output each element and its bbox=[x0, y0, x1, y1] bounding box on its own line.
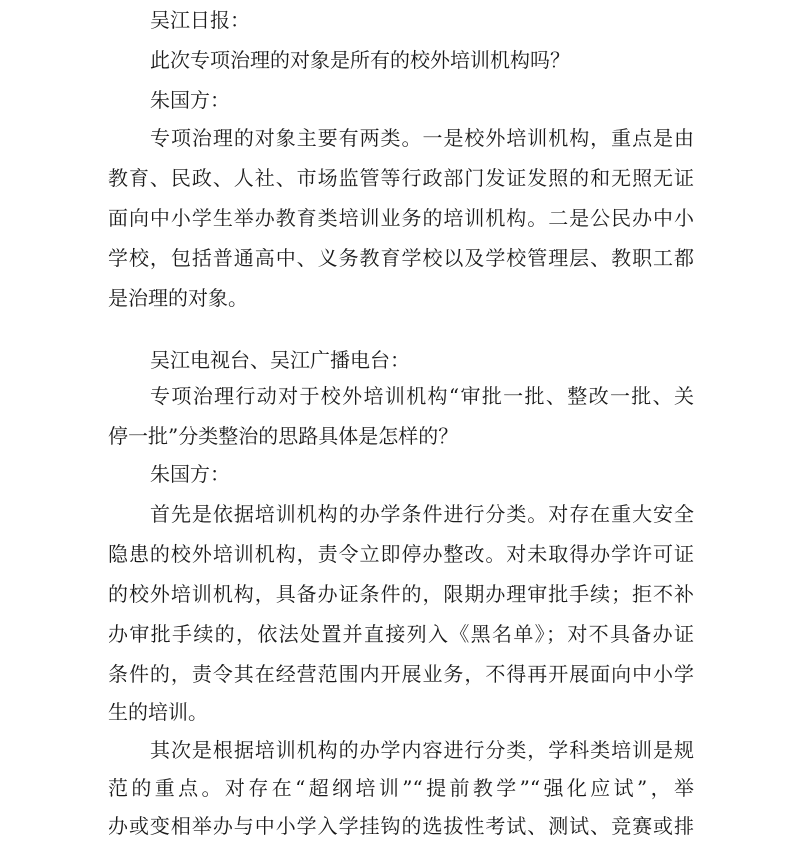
answer-2-para1-line: 的校外培训机构，具备办证条件的，限期办理审批手续；拒不补 bbox=[108, 582, 694, 606]
question-2-line: 停一批”分类整治的思路具体是怎样的？ bbox=[108, 424, 459, 448]
answer-2-para2-line: 办或变相举办与中小学入学挂钩的选拔性考试、测试、竞赛或排 bbox=[108, 814, 694, 838]
answer-1-line: 面向中小学生举办教育类培训业务的培训机构。二是公民办中小 bbox=[108, 206, 694, 230]
answer-2-para1-line: 办审批手续的，依法处置并直接列入《黑名单》；对不具备办证 bbox=[108, 622, 694, 646]
answer-2-para1-line: 条件的，责令其在经营范围内开展业务，不得再开展面向中小学 bbox=[108, 662, 694, 686]
answerer-label-2: 朱国方： bbox=[150, 462, 230, 486]
answerer-label-1: 朱国方： bbox=[150, 88, 230, 112]
question-1: 此次专项治理的对象是所有的校外培训机构吗？ bbox=[150, 48, 570, 72]
answer-1-line: 学校，包括普通高中、义务教育学校以及学校管理层、教职工都 bbox=[108, 246, 694, 270]
answer-1-line: 教育、民政、人社、市场监管等行政部门发证发照的和无照无证 bbox=[108, 166, 694, 190]
answer-2-para2-line: 范的重点。对存在“超纲培训”“提前教学”“强化应试”，举 bbox=[108, 776, 694, 800]
answer-2-para1-line: 生的培训。 bbox=[108, 700, 208, 724]
asker-label-1: 吴江日报： bbox=[150, 8, 250, 32]
answer-1-line: 是治理的对象。 bbox=[108, 286, 248, 310]
asker-label-2: 吴江电视台、吴江广播电台： bbox=[150, 348, 410, 372]
answer-1-line: 专项治理的对象主要有两类。一是校外培训机构，重点是由 bbox=[150, 126, 694, 150]
answer-2-para2-line: 其次是根据培训机构的办学内容进行分类，学科类培训是规 bbox=[150, 738, 694, 762]
answer-2-para1-line: 首先是依据培训机构的办学条件进行分类。对存在重大安全 bbox=[150, 502, 694, 526]
answer-2-para1-line: 隐患的校外培训机构，责令立即停办整改。对未取得办学许可证 bbox=[108, 542, 694, 566]
question-2-line: 专项治理行动对于校外培训机构“审批一批、整改一批、关 bbox=[150, 384, 694, 408]
